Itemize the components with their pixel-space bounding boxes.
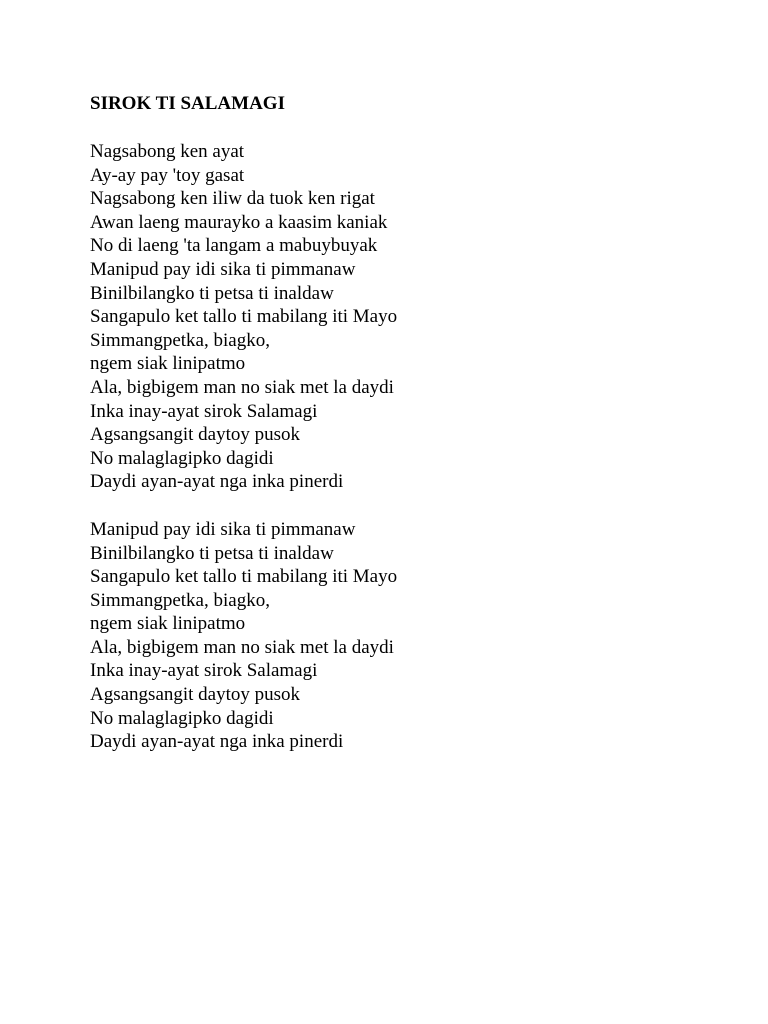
stanza-1-line-3: Nagsabong ken iliw da tuok ken rigat	[90, 188, 375, 210]
stanza-2-line-1: Manipud pay idi sika ti pimmanaw	[90, 518, 356, 540]
stanza-2-line-3: Sangapulo ket tallo ti mabilang iti Mayo	[90, 566, 398, 588]
stanza-1-line-11: Ala, bigbigem man no siak met la daydi	[90, 376, 394, 398]
stanza-2-line-8: Agsangsangit daytoy pusok	[90, 684, 301, 706]
stanza-1-line-13: Agsangsangit daytoy pusok	[90, 424, 301, 446]
stanza-1-line-10: ngem siak linipatmo	[90, 353, 246, 375]
stanza-1-line-6: Manipud pay idi sika ti pimmanaw	[90, 258, 356, 280]
stanza-1-line-1: Nagsabong ken ayat	[90, 141, 245, 162]
stanza-2-line-10: Daydi ayan-ayat nga inka pinerdi	[90, 731, 344, 753]
document-page	[90, 92, 730, 754]
stanza-2-line-5: ngem siak linipatmo	[90, 613, 246, 635]
stanza-1-line-14: No malaglagipko dagidi	[90, 447, 274, 469]
document-title: SIROK TI SALAMAGI	[90, 93, 285, 114]
stanza-1-line-7: Binilbilangko ti petsa ti inaldaw	[90, 282, 334, 304]
stanza-2-line-6: Ala, bigbigem man no siak met la daydi	[90, 636, 394, 658]
stanza-1-line-15: Daydi ayan-ayat nga inka pinerdi	[90, 471, 344, 493]
stanza-1-line-4: Awan laeng maurayko a kaasim kaniak	[90, 211, 388, 233]
stanza-1-line-5: No di laeng 'ta langam a mabuybuyak	[90, 235, 378, 257]
stanza-2-line-2: Binilbilangko ti petsa ti inaldaw	[90, 542, 334, 564]
stanza-1-line-2: Ay-ay pay 'toy gasat	[90, 164, 245, 186]
stanza-2	[90, 518, 730, 754]
stanza-2-line-9: No malaglagipko dagidi	[90, 707, 274, 729]
stanza-1-line-8: Sangapulo ket tallo ti mabilang iti Mayo	[90, 306, 398, 328]
stanza-1-line-9: Simmangpetka, biagko,	[90, 329, 270, 351]
stanza-1	[90, 140, 730, 494]
stanza-2-line-4: Simmangpetka, biagko,	[90, 589, 270, 611]
stanza-2-line-7: Inka inay-ayat sirok Salamagi	[90, 660, 318, 682]
stanza-1-line-12: Inka inay-ayat sirok Salamagi	[90, 400, 318, 422]
